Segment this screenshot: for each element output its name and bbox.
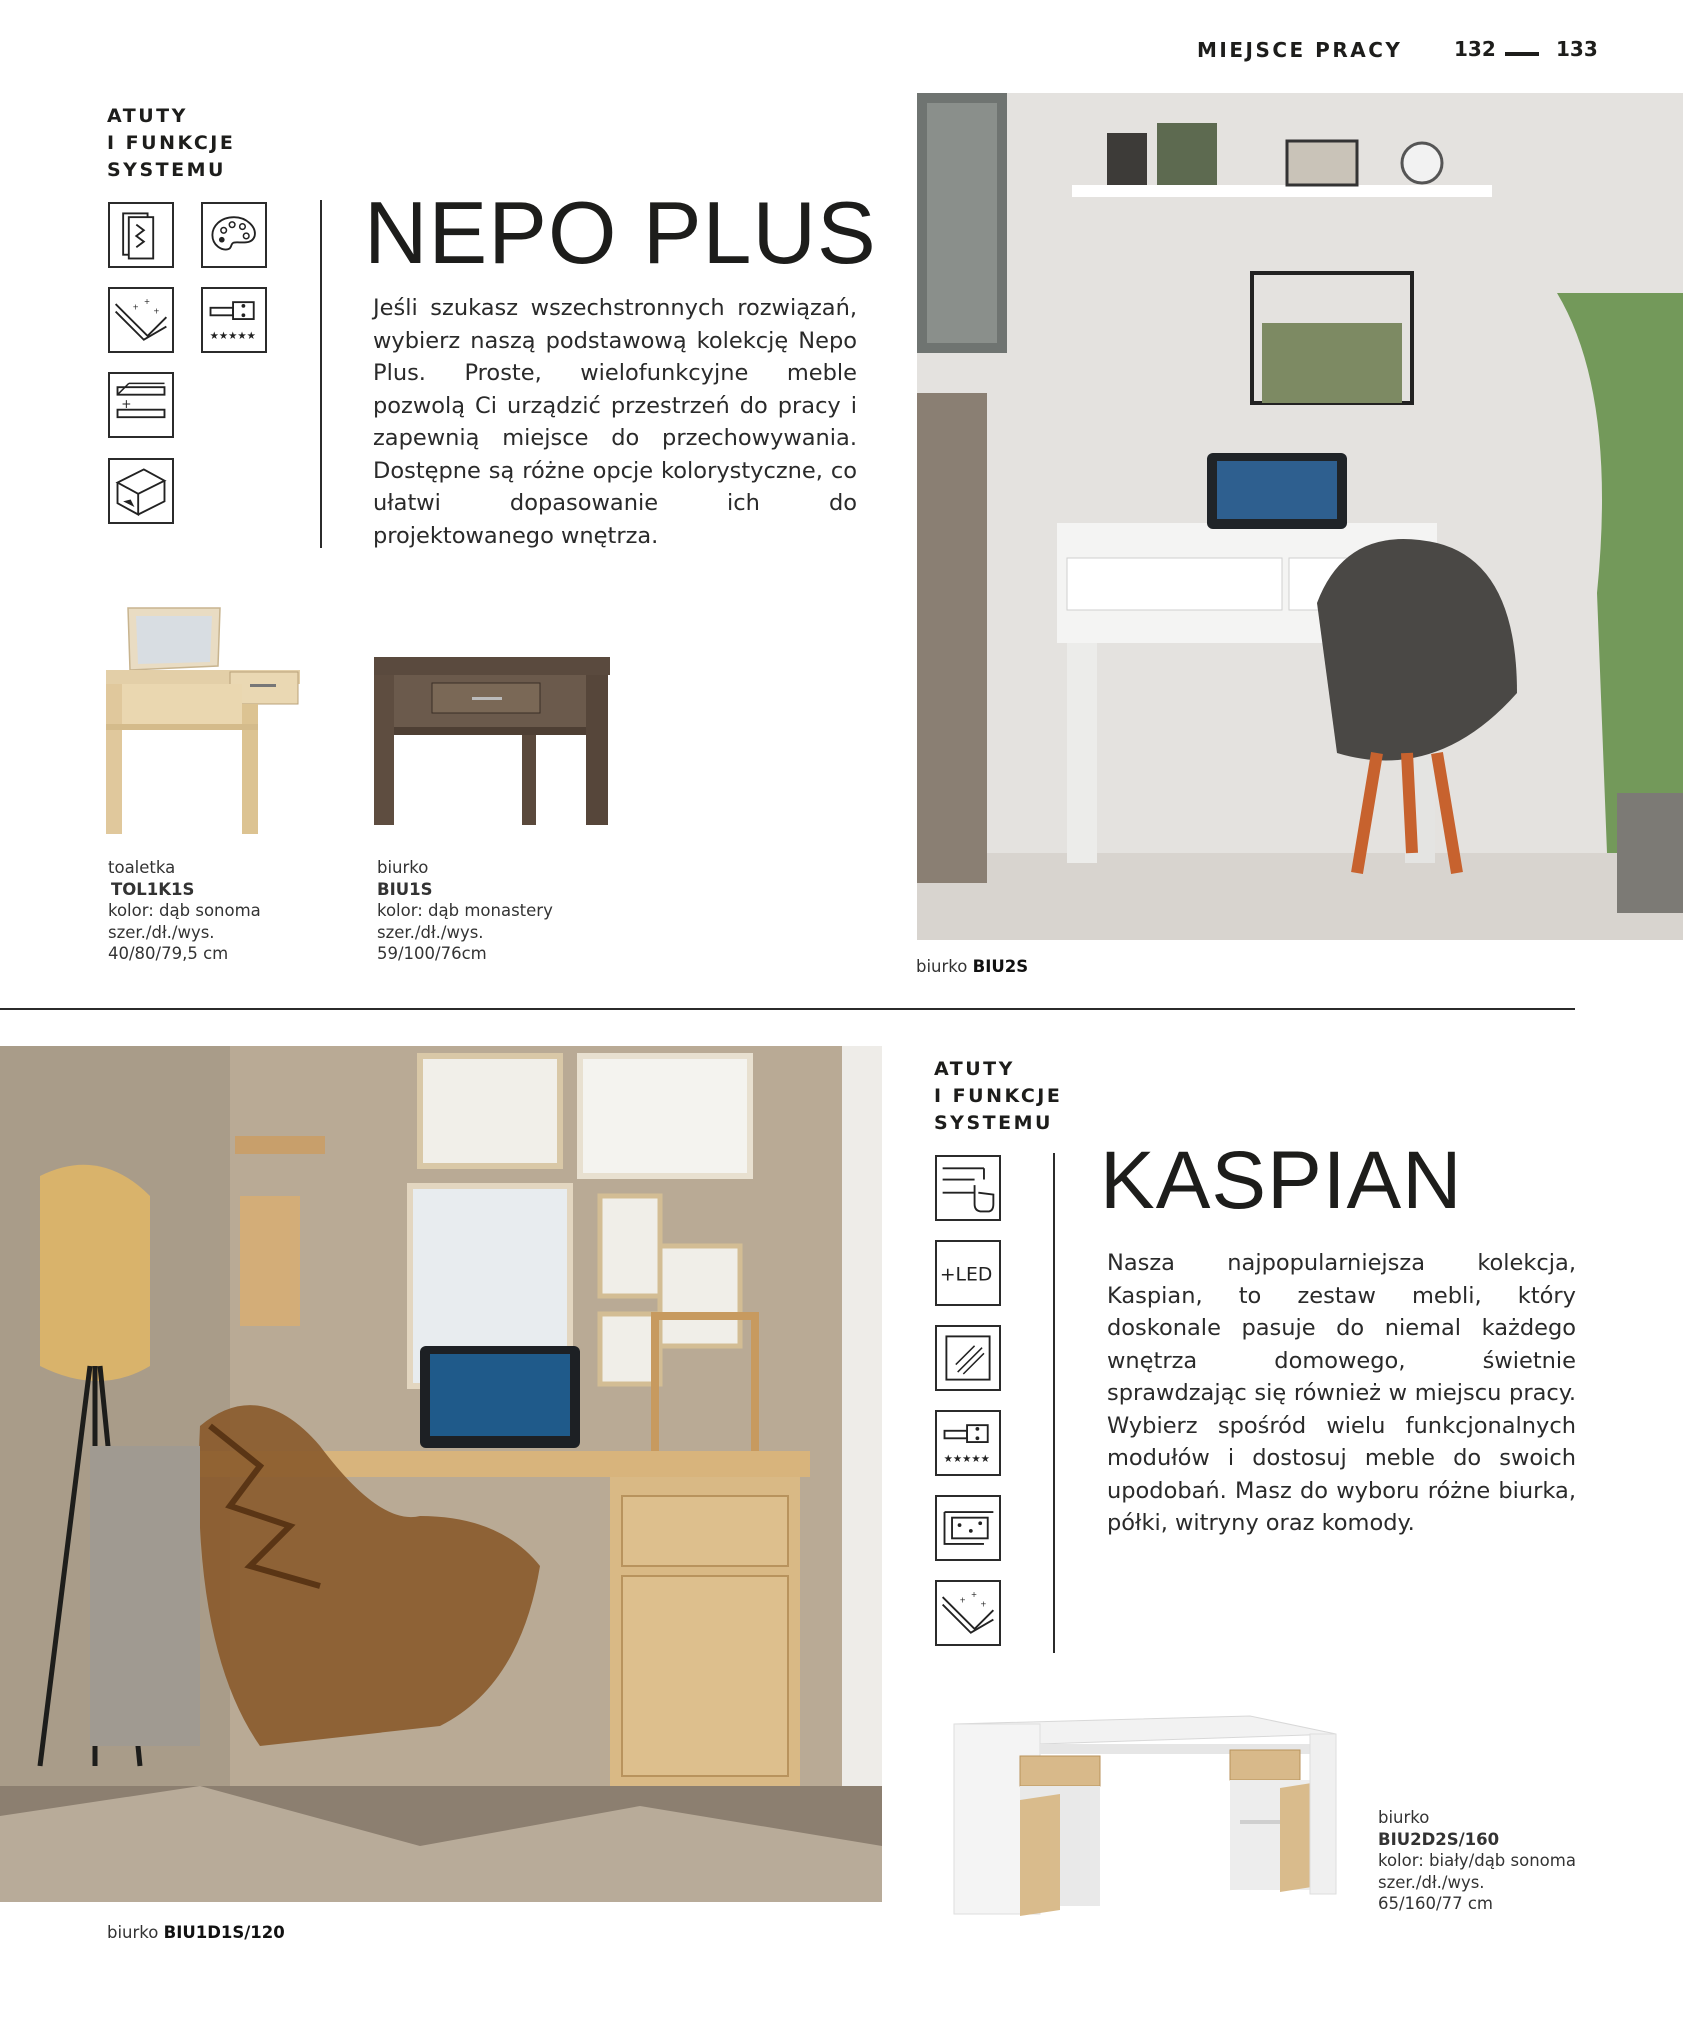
product-code: TOL1K1S: [111, 879, 195, 899]
product-type: biurko: [1378, 1808, 1430, 1827]
push-to-open-icon: [935, 1155, 1001, 1221]
kaspian-divider-line: [1053, 1153, 1055, 1653]
svg-text:★★★★★: ★★★★★: [943, 1452, 990, 1465]
product-info-toaletka: [108, 857, 328, 965]
product-color: kolor: dąb sonoma: [108, 901, 261, 920]
product-info-biurko-biu1s: [377, 857, 597, 965]
page-number-divider: [1505, 52, 1539, 56]
kaspian-title: KASPIAN: [1100, 1135, 1463, 1226]
product-color: kolor: biały/dąb sonoma: [1378, 1851, 1576, 1870]
svg-text:+: +: [980, 1599, 987, 1609]
product-type: toaletka: [108, 858, 176, 877]
glass-icon: [935, 1325, 1001, 1391]
nepo-features-heading: [107, 103, 235, 184]
drawer-runner-icon: [935, 1495, 1001, 1561]
heading-line: ATUTY: [107, 105, 188, 127]
nepo-photo-caption: [916, 956, 1028, 978]
heading-line: I FUNKCJE: [107, 132, 236, 154]
caption-prefix: biurko: [107, 1923, 159, 1942]
heading-line: SYSTEMU: [107, 159, 226, 181]
section-title: MIEJSCE PRACY: [1197, 38, 1403, 62]
svg-text:+: +: [143, 297, 151, 307]
product-dims-label: szer./dł./wys.: [377, 922, 484, 942]
caption-prefix: biurko: [916, 957, 968, 976]
caption-code: BIU2S: [972, 957, 1029, 976]
product-image-biurko-biu2d2s: [950, 1710, 1340, 1920]
kaspian-photo-caption: [107, 1922, 285, 1944]
svg-text:★★★★★: ★★★★★: [209, 329, 256, 342]
product-dims: 65/160/77 cm: [1378, 1894, 1493, 1913]
product-code: BIU1S: [377, 879, 433, 899]
svg-text:+: +: [121, 396, 132, 411]
product-image-biurko-biu1s: [372, 655, 612, 830]
product-info-biurko-biu2d2s: [1378, 1807, 1588, 1915]
product-color: kolor: dąb monastery: [377, 901, 553, 920]
caption-code: BIU1D1S/120: [163, 1923, 285, 1942]
product-dims: 59/100/76cm: [377, 944, 487, 963]
svg-text:+: +: [132, 302, 139, 312]
kaspian-features-heading: [934, 1056, 1062, 1137]
hinge-quality-icon: [201, 287, 267, 353]
nepo-divider-line: [320, 200, 322, 548]
page-number-right: 133: [1556, 37, 1598, 61]
product-dims-label: szer./dł./wys.: [1378, 1872, 1485, 1892]
heading-line: SYSTEMU: [934, 1112, 1053, 1134]
nepo-lifestyle-photo: [917, 93, 1683, 940]
nepo-description: Jeśli szukasz wszechstronnych rozwiązań, wybierz naszą podstawową kolekcję Nepo Plus. Proste, wielofunkcyjne meble pozwolą Ci urządzić przestrzeń do pracy i zapewnią miejsce do przechowywania. Dostępne są różne opcje kolorystyczne, co ułatwi dopasowanie ich do projektowanego wnętrza.: [373, 295, 857, 549]
color-palette-icon: [201, 202, 267, 268]
kaspian-lifestyle-photo: [0, 1046, 882, 1902]
svg-text:+: +: [153, 306, 160, 316]
svg-text:+: +: [970, 1590, 978, 1600]
laminated-board-icon: [935, 1580, 1001, 1646]
product-code: BIU2D2S/160: [1378, 1829, 1500, 1849]
svg-text:+: +: [959, 1595, 966, 1605]
product-dims: 40/80/79,5 cm: [108, 944, 229, 963]
nepo-title: NEPO PLUS: [364, 183, 877, 282]
hinge-quality-icon: [935, 1410, 1001, 1476]
page-number-left: 132: [1454, 37, 1496, 61]
flat-pack-box-icon: [108, 458, 174, 524]
led-icon: [935, 1240, 1001, 1306]
laminated-board-icon: [108, 202, 174, 268]
kaspian-description: Nasza najpopularniejsza kolekcja, Kaspian, to zestaw mebli, który doskonale pasuje do niemal każdego wnętrza domowego, świetnie sprawdzając się również w miejscu pracy. Wybierz spośród wielu funkcjonalnych modułów i dostosuj meble do swoich upodobań. Masz do wyboru różne biurka, półki, witryny oraz komody.: [1107, 1250, 1576, 1536]
led-label: +LED: [939, 1264, 993, 1286]
heading-line: ATUTY: [934, 1058, 1015, 1080]
drawer-runner-icon: [108, 287, 174, 353]
adjustable-shelf-icon: [108, 372, 174, 438]
heading-line: I FUNKCJE: [934, 1085, 1063, 1107]
section-divider: [0, 1008, 1575, 1010]
product-type: biurko: [377, 858, 429, 877]
product-dims-label: szer./dł./wys.: [108, 922, 215, 942]
product-image-toaletka: [100, 600, 300, 840]
